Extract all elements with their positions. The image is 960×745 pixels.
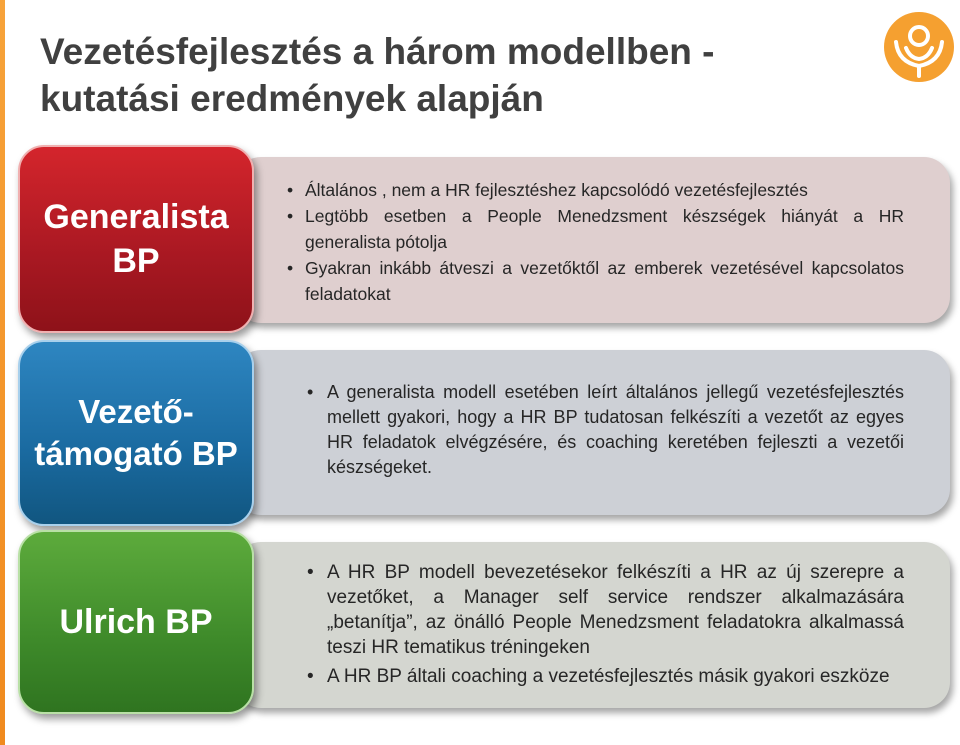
logo-icon — [884, 12, 954, 82]
list-item: • Általános , nem a HR fejlesztéshez kapcsolódó vezetésfejlesztés — [287, 177, 904, 203]
vezeto-tamogato-label-text: Vezető-támogató BP — [34, 393, 238, 472]
ulrich-label — [18, 530, 254, 714]
generalista-description-box — [235, 157, 950, 323]
logo — [884, 12, 954, 82]
list-item: • Legtöbb esetben a People Menedzsment készségek hiányát a HR generalista pótolja — [287, 203, 904, 255]
list-item: • A HR BP modell bevezetésekor felkészíti a HR az új szerepre a vezetőket, a Manager self service rendszer alkalmazására „betanítja”, az önálló People Menedzsment feladatokra alkalmassá teszi HR tematikus tréningeken — [307, 560, 904, 660]
list-item: • A generalista modell esetében leírt általános jellegű vezetésfejlesztés mellett gyakori, hogy a HR BP tudatosan felkészíti a vezetőt az egyes HR feladatok elvégzésére, és coaching keretében fejleszti a vezetői készségeket. — [307, 380, 904, 480]
row-vezeto-tamogato — [0, 340, 960, 526]
row-ulrich — [0, 530, 960, 714]
ulrich-label-text: Ulrich BP — [59, 603, 213, 641]
row-generalista — [0, 145, 960, 333]
ulrich-bullet-list — [307, 560, 904, 689]
page-title: Vezetésfejlesztés a három modellben - kutatási eredmények alapján — [40, 31, 715, 119]
generalista-bullet-list — [287, 177, 904, 307]
vezeto-tamogato-bullet-list — [307, 380, 904, 480]
vezeto-tamogato-label — [18, 340, 254, 526]
generalista-label — [18, 145, 254, 333]
list-item: • A HR BP általi coaching a vezetésfejlesztés másik gyakori eszköze — [307, 664, 904, 689]
generalista-label-text: Generalista BP — [43, 198, 229, 280]
vezeto-tamogato-description-box — [235, 350, 950, 515]
list-item: • Gyakran inkább átveszi a vezetőktől az emberek vezetésével kapcsolatos feladatokat — [287, 255, 904, 307]
ulrich-description-box — [235, 542, 950, 708]
